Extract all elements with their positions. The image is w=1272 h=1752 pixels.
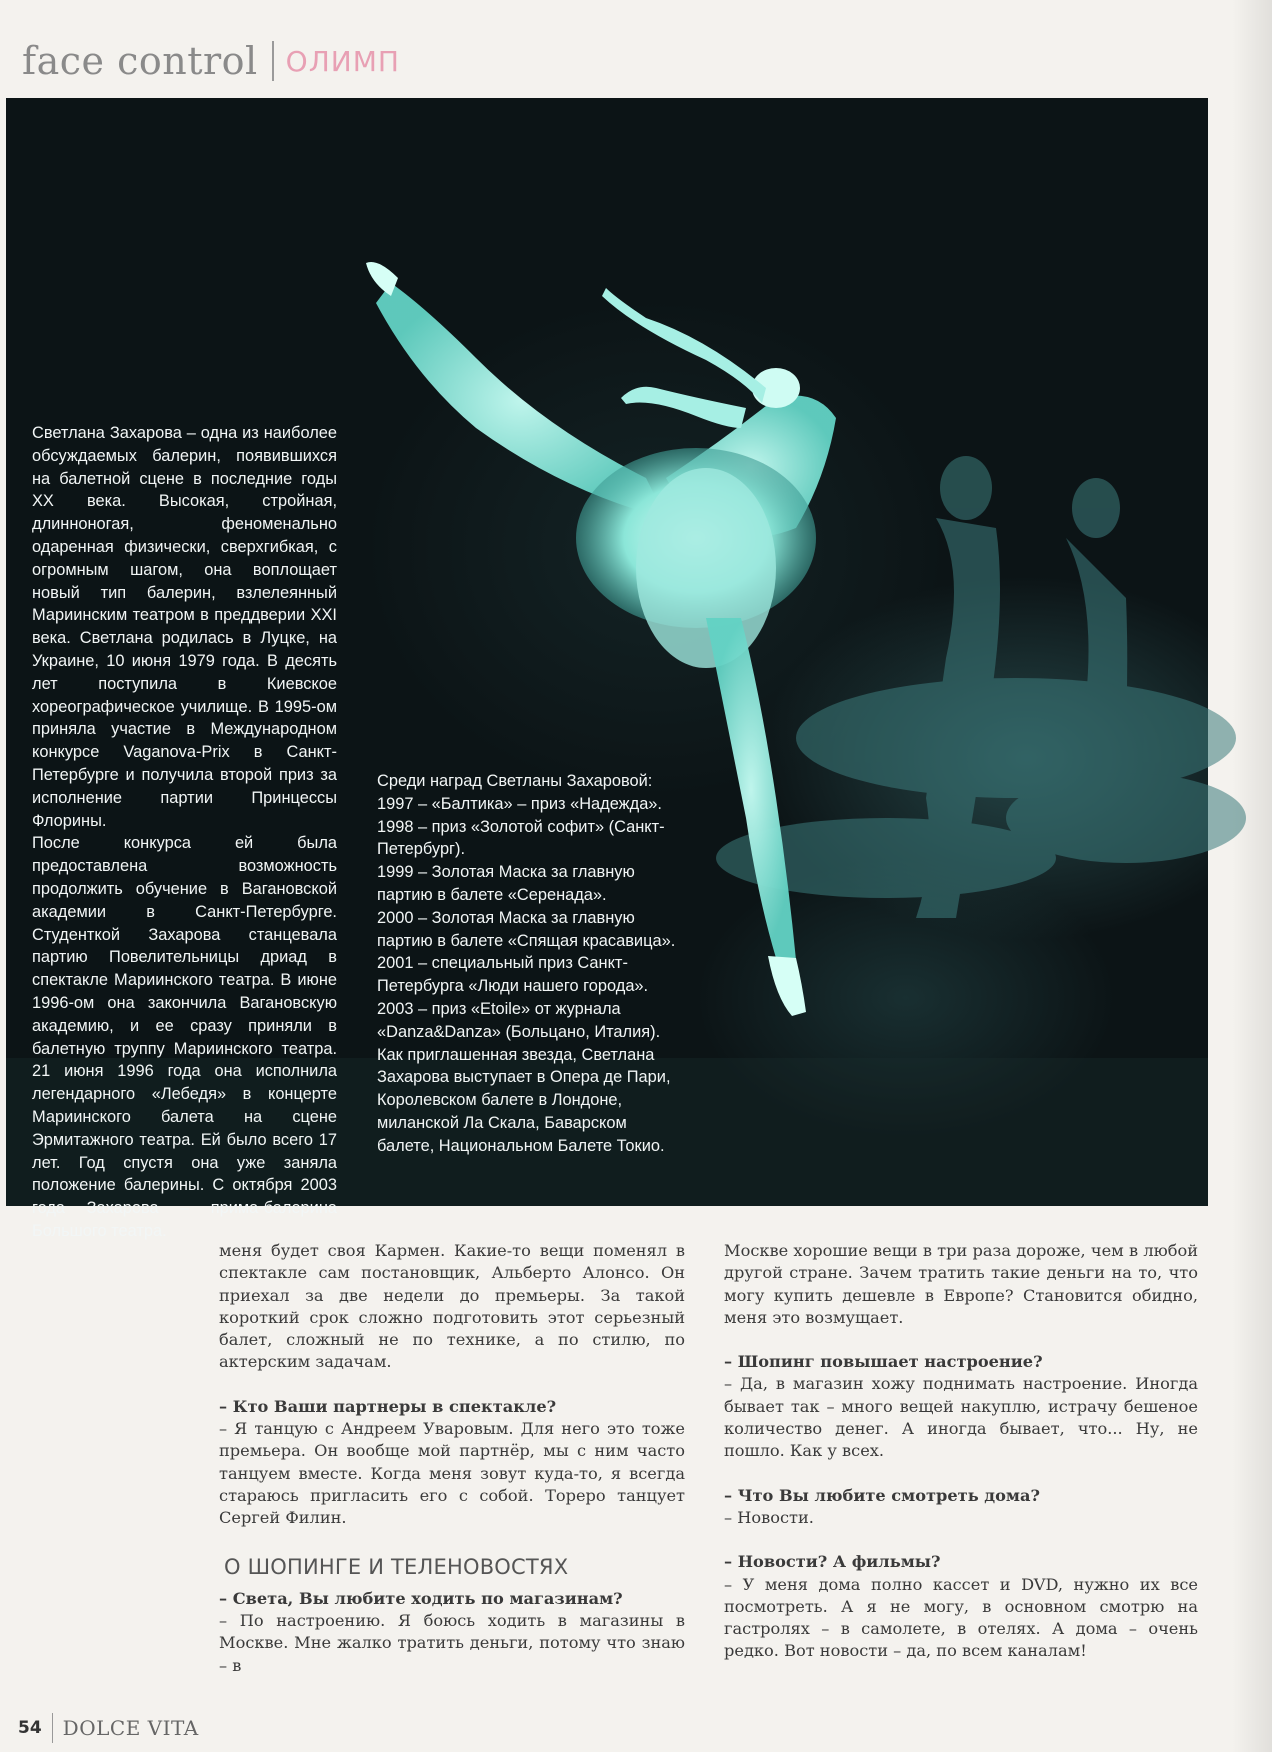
ballet-photo	[6, 98, 1208, 1240]
interview-question: – Новости? А фильмы?	[724, 1552, 941, 1572]
interview-answer: – Новости.	[724, 1507, 814, 1527]
page-edge-shadow	[1232, 0, 1272, 1752]
award-item: 1999 – Золотая Маска за главную партию в балете «Серенада».	[377, 863, 635, 904]
section-subheading: О ШОПИНГЕ И ТЕЛЕНОВОСТЯХ	[224, 1554, 569, 1579]
award-item: 2003 – приз «Etoile» от журнала «Danza&Danza» (Больцано, Италия).	[377, 999, 661, 1041]
section-title: ОЛИМП	[285, 44, 400, 78]
interview-question: – Что Вы любите смотреть дома?	[724, 1485, 1040, 1505]
header-divider	[272, 41, 274, 81]
guest-star-note: Как приглашенная звезда, Светлана Захарова выступает в Опера де Пари, Королевском балете в Лондоне, миланской Ла Скала, Баварском балете, Национальном Балете Токио.	[377, 1045, 671, 1155]
footer-divider	[52, 1713, 53, 1743]
interview-answer: – Да, в магазин хожу поднимать настроение. Иногда бывает так – много вещей накуплю, истрачу бешеное количество денег. А иногда бывает, что... Ну, не пошло. Как у всех.	[724, 1374, 1198, 1461]
awards-caption	[377, 770, 679, 1158]
body-paragraph: меня будет своя Кармен. Какие-то вещи поменял в спектакле сам постановщик, Альберто Алонсо. Он приехал за две недели до премьеры. За такой короткий срок сложно подготовить этот серьезный балет, сложный не по технике, а по стилю, по актерским задачам.	[219, 1241, 685, 1372]
body-paragraph: Москве хорошие вещи в три раза дороже, чем в любой другой стране. Зачем тратить такие деньги на то, что могу купить дешевле в Европе? Становится обидно, меня это возмущает.	[724, 1241, 1198, 1327]
caption-paragraph: После конкурса ей была предоставлена возможность продолжить обучение в Вагановской академии в Санкт-Петербурге. Студенткой Захарова станцевала партию Повелительницы дриад в спектакле Мариинского театра. В июне 1996-ом она закончила Вагановскую академию, и ее сразу приняли в балетную труппу Мариинского театра. 21 июня 1996 года она исполнила легендарного «Лебедя» в концерте Мариинского балета на сцене Эрмитажного театра. Ей было всего 17 лет. Год спустя она уже заняла положение балерины. С октября 2003 года Захарова – прима-балерина Большого театра.	[32, 834, 337, 1240]
awards-heading: Среди наград Светланы Захаровой:	[377, 772, 653, 790]
article-column-right	[724, 1240, 1198, 1663]
magazine-name: DOLCE VITA	[62, 1716, 199, 1740]
interview-answer: – Я танцую с Андреем Уваровым. Для него это тоже премьера. Он вообще мой партнёр, мы с ним часто танцуем вместе. Когда меня зовут куда-то, я всегда стараюсь пригласить его с собой. Тореро танцует Сергей Филин.	[219, 1419, 685, 1528]
award-item: 2000 – Золотая Маска за главную партию в балете «Спящая красавица».	[377, 908, 676, 950]
interview-question: – Кто Ваши партнеры в спектакле?	[219, 1396, 557, 1416]
rubric-title: face control	[22, 39, 258, 83]
interview-question: – Света, Вы любите ходить по магазинам?	[219, 1588, 623, 1608]
page-number: 54	[18, 1718, 42, 1738]
article-column-left	[219, 1240, 685, 1677]
page-footer	[18, 1713, 199, 1743]
interview-answer: – По настроению. Я боюсь ходить в магазины в Москве. Мне жалко тратить деньги, потому что знаю – в	[219, 1611, 685, 1675]
award-item: 2001 – специальный приз Санкт-Петербурга «Люди нашего города».	[377, 954, 649, 996]
interview-answer: – У меня дома полно кассет и DVD, нужно их все посмотреть. А я не могу, в основном смотрю на гастролях – в самолете, в отелях. А дома – очень редко. Вот новости – да, по всем каналам!	[724, 1574, 1198, 1661]
interview-question: – Шопинг повышает настроение?	[724, 1352, 1043, 1372]
page-header	[22, 36, 400, 86]
biography-caption	[32, 422, 337, 1243]
award-item: 1997 – «Балтика» – приз «Надежда».	[377, 794, 662, 813]
caption-paragraph: Светлана Захарова – одна из наиболее обсуждаемых балерин, появившихся на балетной сцене в последние годы XX века. Высокая, стройная, длинноногая, феноменально одаренная физически, сверхгибкая, с огромным шагом, она воплощает новый тип балерин, взлелеянный Мариинским театром в преддверии XXI века. Светлана родилась в Луцке, на Украине, 10 июня 1979 года. В десять лет поступила в Киевское хореографическое училище. В 1995-ом приняла участие в Международном конкурсе Vaganova-Prix в Санкт-Петербурге и получила второй приз за исполнение партии Принцессы Флорины.	[32, 424, 337, 830]
award-item: 1998 – приз «Золотой софит» (Санкт-Петербург).	[377, 817, 665, 859]
